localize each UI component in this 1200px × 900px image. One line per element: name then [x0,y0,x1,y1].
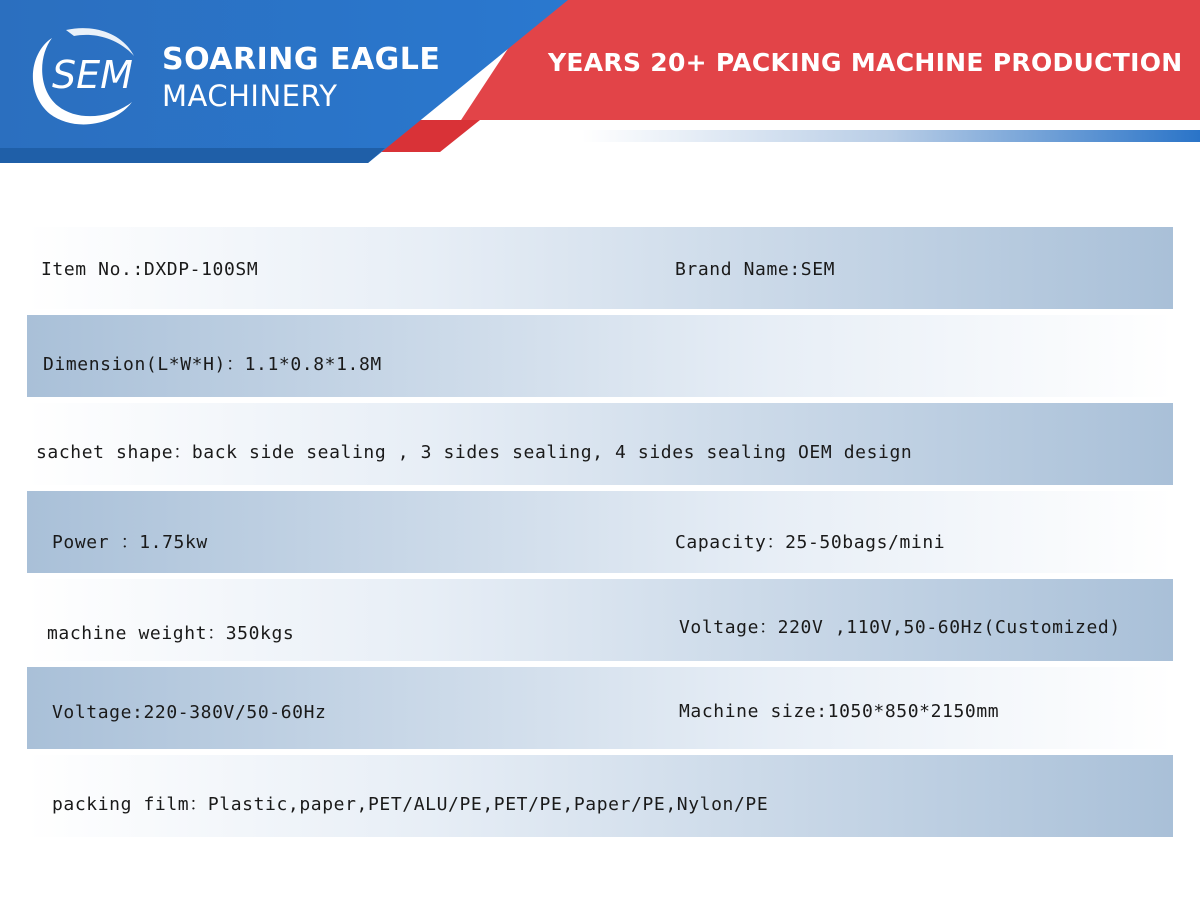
machine-weight: machine weight：350kgs [47,623,295,644]
spec-row-voltage [27,667,1173,749]
svg-text:SEM: SEM [52,53,133,97]
sem-logo [22,22,140,130]
dimension: Dimension(L*W*H)：1.1*0.8*1.8M [43,354,382,375]
capacity: Capacity：25-50bags/mini [675,532,946,553]
spec-row-film [27,755,1173,837]
packing-film: packing film：Plastic,paper,PET/ALU/PE,PET/PE,Paper/PE,Nylon/PE [52,794,769,815]
brand-line2: MACHINERY [162,79,338,113]
brand-name [162,42,440,114]
item-no: Item No.:DXDP-100SM [41,259,259,280]
spec-row-sachet [27,403,1173,485]
voltage-1: Voltage：220V ,110V,50-60Hz(Customized) [679,617,1121,638]
spec-row-weight [27,579,1173,661]
spec-row-power [27,491,1173,573]
tagline: YEARS 20+ PACKING MACHINE PRODUCTION [548,48,1183,77]
voltage-2: Voltage:220-380V/50-60Hz [52,702,327,723]
spec-row-item [27,227,1173,309]
brand-line1: SOARING EAGLE [162,42,441,77]
power: Power ：1.75kw [52,532,208,553]
header-banner [0,0,1200,170]
machine-size: Machine size:1050*850*2150mm [679,701,1000,722]
spec-row-dimension [27,315,1173,397]
brand-name-value: Brand Name:SEM [675,259,836,280]
sachet-shape: sachet shape：back side sealing , 3 sides sealing, 4 sides sealing OEM design [36,442,913,463]
